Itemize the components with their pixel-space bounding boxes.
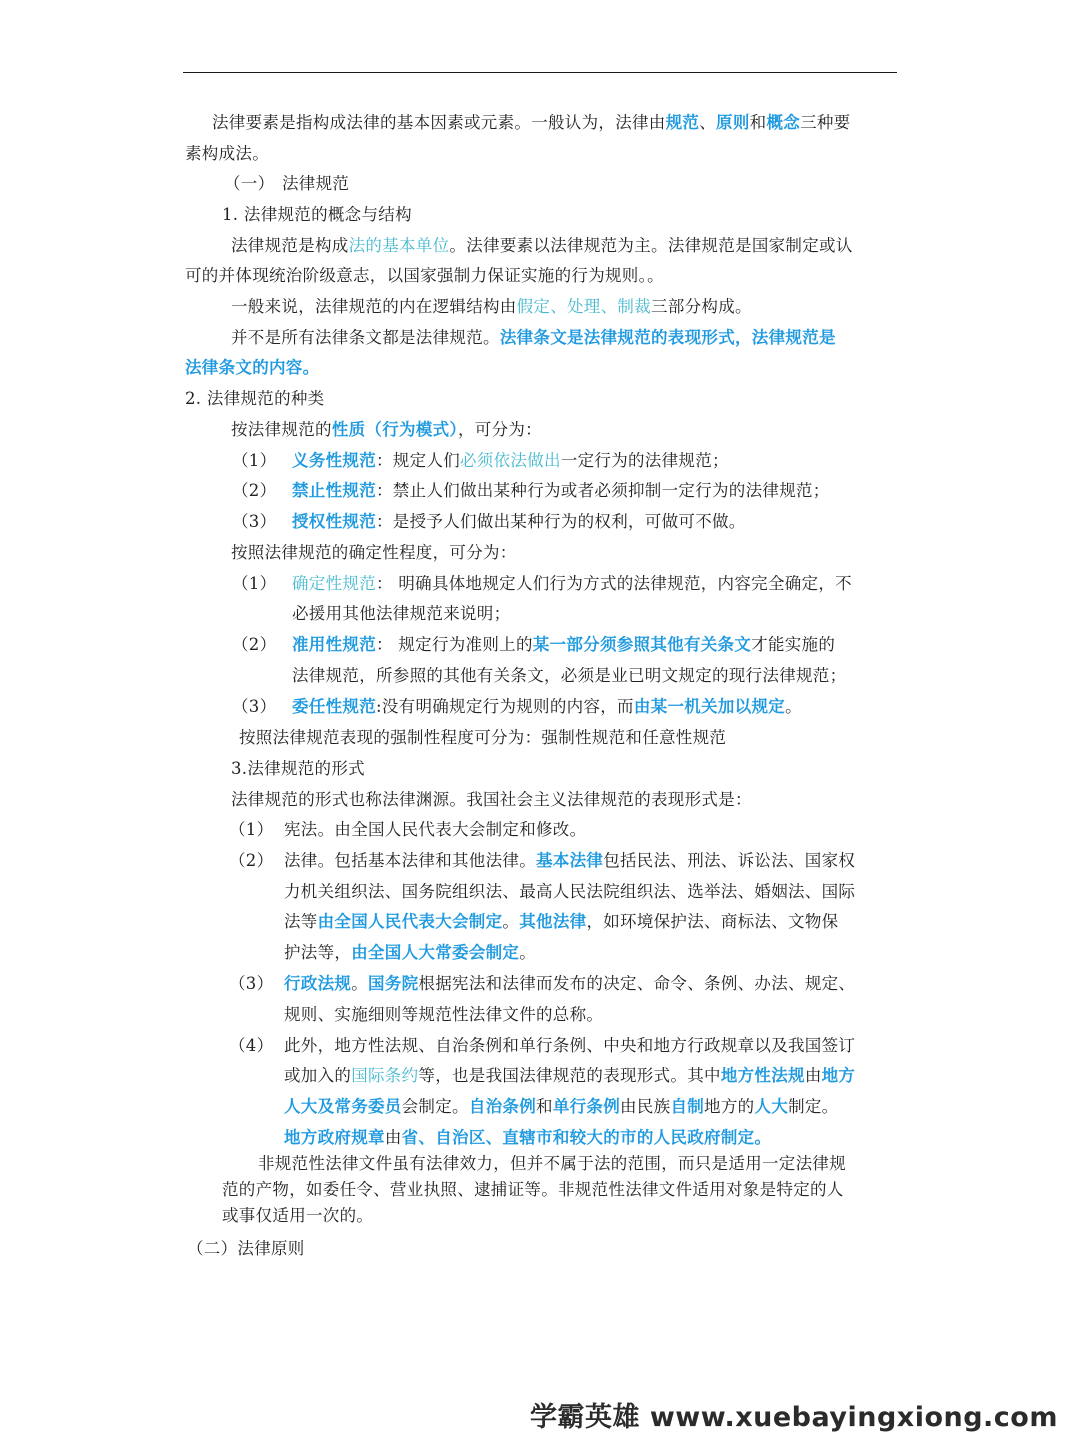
para-nonnormative-line-3: 或事仅适用一次的。 <box>222 1206 374 1225</box>
para-concept-line-2: 可的并体现统治阶级意志，以国家强制力保证实施的行为规则。。 <box>185 266 664 285</box>
section-heading-2: （二）法律原则 <box>187 1239 305 1258</box>
footer-watermark: 学霸英雄 www.xuebayingxiong.com <box>529 1402 1058 1433</box>
list-item-referential-line-1: （2） 准用性规范： 规定行为准则上的某一部分须参照其他有关条文才能实施的 <box>232 635 836 654</box>
list-item-obligatory: （1） 义务性规范：规定人们必须依法做出一定行为的法律规范； <box>232 451 729 470</box>
para-articles-line-1: 并不是所有法律条文都是法律规范。法律条文是法律规范的表现形式，法律规范是 <box>231 328 836 347</box>
form-item-local-line-1: （4） 此外，地方性法规、自治条例和单行条例、中央和地方行政规章以及我国签订 <box>229 1036 856 1055</box>
list-item-authorizing: （3） 授权性规范：是授予人们做出某种行为的权利，可做可不做。 <box>232 512 746 531</box>
subsection-heading-1: 1. 法律规范的概念与结构 <box>222 205 412 224</box>
para-mandatory: 按照法律规范表现的强制性程度可分为：强制性规范和任意性规范 <box>239 728 727 747</box>
form-item-constitution: （1） 宪法。由全国人民代表大会制定和修改。 <box>229 820 587 839</box>
form-item-law-line-2: 力机关组织法、国务院组织法、最高人民法院组织法、选举法、婚姻法、国际 <box>284 882 856 901</box>
para-nonnormative-line-2: 范的产物，如委任令、营业执照、逮捕证等。非规范性法律文件适用对象是特定的人 <box>222 1180 844 1199</box>
form-item-law-line-4: 护法等，由全国人大常委会制定。 <box>284 943 537 962</box>
section-heading-1: （一） 法律规范 <box>224 174 350 193</box>
list-item-prohibitive: （2） 禁止性规范：禁止人们做出某种行为或者必须抑制一定行为的法律规范； <box>232 481 830 500</box>
form-item-regulation-line-2: 规则、实施细则等规范性法律文件的总称。 <box>284 1005 604 1024</box>
list-item-delegated: （3） 委任性规范:没有明确规定行为规则的内容，而由某一机关加以规定。 <box>232 697 802 716</box>
form-item-law-line-1: （2） 法律。包括基本法律和其他法律。基本法律包括民法、刑法、诉讼法、国家权 <box>229 851 856 870</box>
form-item-regulation-line-1: （3） 行政法规。国务院根据宪法和法律而发布的决定、命令、条例、办法、规定、 <box>229 974 856 993</box>
para-sources: 法律规范的形式也称法律渊源。我国社会主义法律规范的表现形式是： <box>231 790 752 809</box>
list-item-definite-line-2: 必援用其他法律规范来说明； <box>292 604 511 623</box>
intro-line-2: 素构成法。 <box>185 144 269 163</box>
subsection-heading-2: 2. 法律规范的种类 <box>185 389 325 408</box>
para-certainty: 按照法律规范的确定性程度，可分为： <box>231 543 517 562</box>
list-item-definite-line-1: （1） 确定性规范： 明确具体地规定人们行为方式的法律规范，内容完全确定，不 <box>232 574 852 593</box>
form-item-local-line-3: 人大及常务委员会制定。自治条例和单行条例由民族自制地方的人大制定。 <box>284 1097 839 1116</box>
form-item-local-line-2: 或加入的国际条约等，也是我国法律规范的表现形式。其中地方性法规由地方 <box>284 1066 856 1085</box>
para-nonnormative-line-1: 非规范性法律文件虽有法律效力，但并不属于法的范围，而只是适用一定法律规 <box>258 1154 846 1173</box>
para-nature: 按法律规范的性质（行为模式），可分为： <box>231 420 542 439</box>
para-structure: 一般来说，法律规范的内在逻辑结构由假定、处理、制裁三部分构成。 <box>231 297 752 316</box>
form-item-local-line-4: 地方政府规章由省、自治区、直辖市和较大的市的人民政府制定。 <box>284 1128 772 1147</box>
list-item-referential-line-2: 法律规范，所参照的其他有关条文，必须是业已明文规定的现行法律规范； <box>292 666 847 685</box>
subsection-heading-3: 3.法律规范的形式 <box>231 759 365 778</box>
form-item-law-line-3: 法等由全国人民代表大会制定。其他法律，如环境保护法、商标法、文物保 <box>284 912 839 931</box>
para-concept-line-1: 法律规范是构成法的基本单位。法律要素以法律规范为主。法律规范是国家制定或认 <box>231 236 853 255</box>
para-articles-line-2: 法律条文的内容。 <box>185 358 320 377</box>
intro-line-1: 法律要素是指构成法律的基本因素或元素。一般认为，法律由规范、原则和概念三种要 <box>212 113 851 132</box>
header-rule <box>183 72 897 73</box>
